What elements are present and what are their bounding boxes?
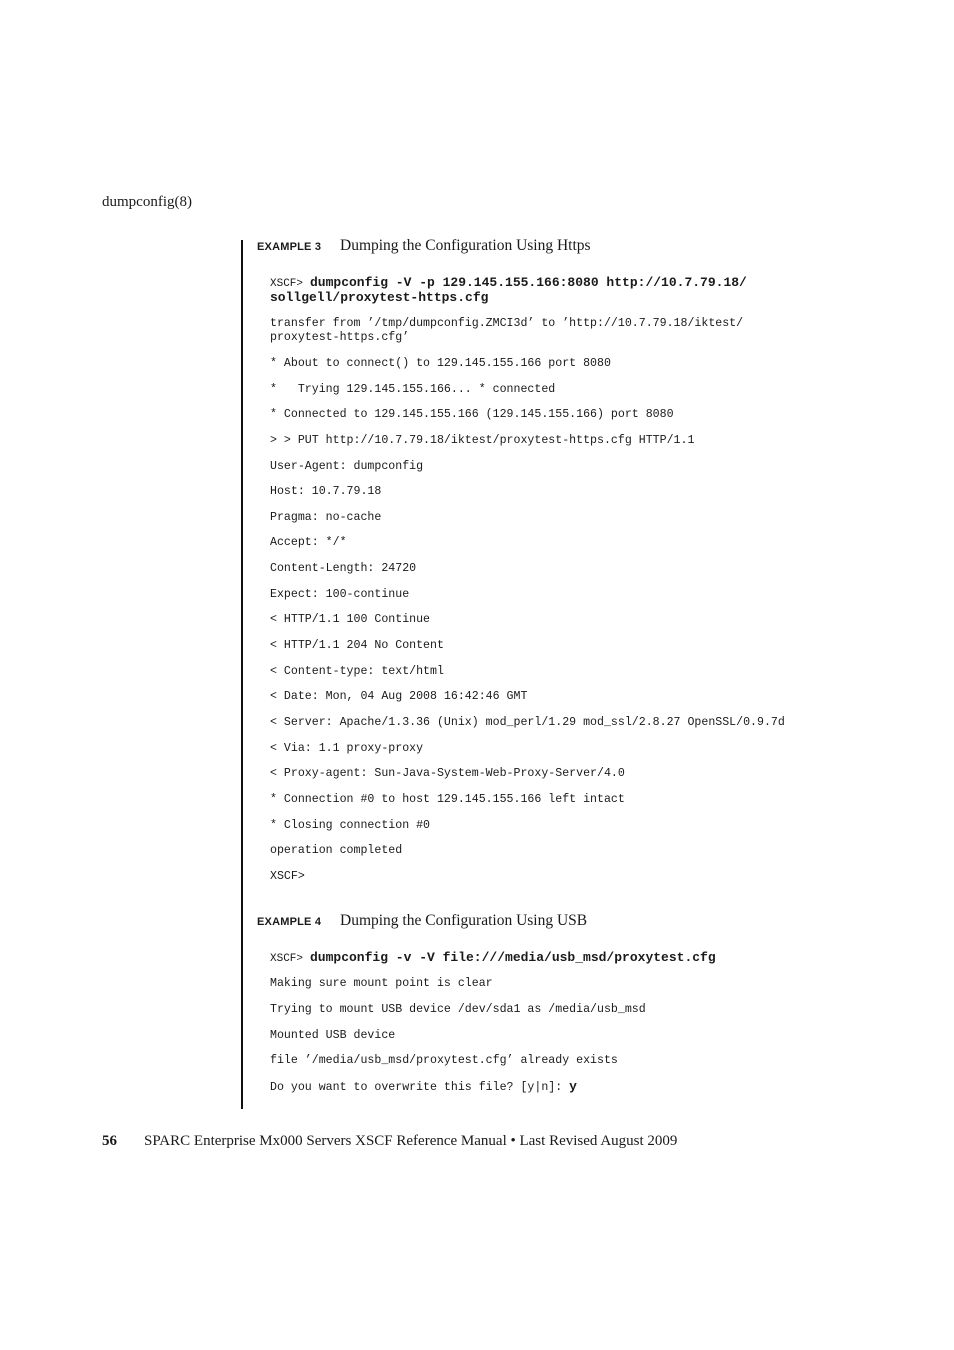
command-block (270, 276, 747, 306)
output-line: * Connected to 129.145.155.166 (129.145.155.166) port 8080 (270, 408, 674, 421)
example-3-heading (257, 237, 591, 255)
example-4-heading (257, 912, 587, 930)
output-line: Pragma: no-cache (270, 511, 382, 524)
output-line: < HTTP/1.1 100 Continue (270, 613, 431, 626)
example-title: Dumping the Configuration Using Https (340, 237, 591, 254)
output-line: Mounted USB device (270, 1029, 396, 1042)
output-line: * About to connect() to 129.145.155.166 port 8080 (270, 357, 611, 370)
page-footer (102, 1133, 677, 1150)
page-number: 56 (102, 1133, 117, 1149)
example-label: EXAMPLE 4 (257, 916, 322, 928)
footer-text: SPARC Enterprise Mx000 Servers XSCF Reference Manual • Last Revised August 2009 (144, 1133, 678, 1149)
running-head: dumpconfig(8) (102, 194, 192, 210)
output-line: > > PUT http://10.7.79.18/iktest/proxytest-https.cfg HTTP/1.1 (270, 434, 695, 447)
output-line: transfer from ’/tmp/dumpconfig.ZMCI3d’ to ’http://10.7.79.18/iktest/ proxytest-https.cfg’ (270, 317, 744, 344)
output-line: Expect: 100-continue (270, 588, 410, 601)
output-line: XSCF> (270, 870, 305, 883)
output-line: User-Agent: dumpconfig (270, 460, 424, 473)
output-line: Making sure mount point is clear (270, 977, 493, 990)
output-line: Accept: */* (270, 536, 347, 549)
question-text: Do you want to overwrite this file? [y|n]: (270, 1081, 570, 1094)
output-line: < Proxy-agent: Sun-Java-System-Web-Proxy-Server/4.0 (270, 767, 625, 780)
output-line: < Content-type: text/html (270, 665, 444, 678)
output-line: * Closing connection #0 (270, 819, 431, 832)
command-line: sollgell/proxytest-https.cfg (270, 290, 489, 305)
overwrite-prompt (270, 1080, 577, 1095)
user-answer: y (569, 1079, 577, 1094)
output-line: < Server: Apache/1.3.36 (Unix) mod_perl/1.29 mod_ssl/2.8.27 OpenSSL/0.9.7d (270, 716, 785, 729)
command-line: dumpconfig -V -p 129.145.155.166:8080 http://10.7.79.18/ (309, 275, 747, 290)
output-line: file ’/media/usb_msd/proxytest.cfg’ already exists (270, 1054, 618, 1067)
output-line: * Trying 129.145.155.166... * connected (270, 383, 556, 396)
command-line: dumpconfig -v -V file:///media/usb_msd/proxytest.cfg (309, 950, 716, 965)
output-line: < HTTP/1.1 204 No Content (270, 639, 444, 652)
output-line: Host: 10.7.79.18 (270, 485, 382, 498)
command-block (270, 951, 716, 966)
output-line: * Connection #0 to host 129.145.155.166 left intact (270, 793, 625, 806)
output-line: Content-Length: 24720 (270, 562, 417, 575)
output-line: < Via: 1.1 proxy-proxy (270, 742, 424, 755)
output-line: Trying to mount USB device /dev/sda1 as /media/usb_msd (270, 1003, 646, 1016)
output-line: operation completed (270, 844, 403, 857)
change-bar (241, 240, 243, 1109)
output-line: < Date: Mon, 04 Aug 2008 16:42:46 GMT (270, 690, 528, 703)
example-title: Dumping the Configuration Using USB (340, 912, 588, 929)
prompt: XSCF> (270, 953, 304, 965)
prompt: XSCF> (270, 278, 304, 290)
example-label: EXAMPLE 3 (257, 241, 322, 253)
